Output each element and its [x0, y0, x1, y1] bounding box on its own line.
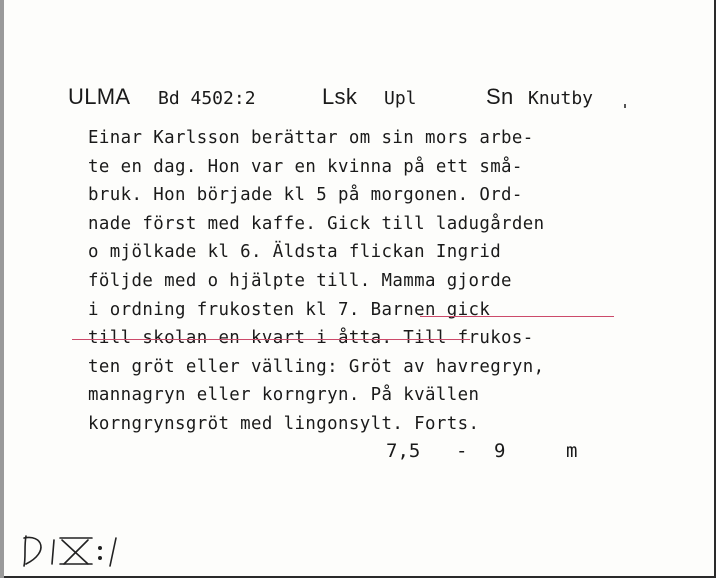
time-dash: - [456, 440, 468, 462]
handwritten-mark [20, 530, 130, 570]
body-line-2: te en dag. Hon var en kvinna på ett små- [88, 156, 523, 177]
ink-speck [624, 104, 626, 108]
body-line-11: korngrynsgröt med lingonsylt. Forts. [88, 413, 480, 434]
card-header [68, 84, 628, 114]
archive-label: ULMA [68, 84, 131, 109]
body-line-1: Einar Karlsson berättar om sin mors arbe- [88, 128, 534, 148]
red-underline-2 [72, 339, 470, 340]
body-line-3: bruk. Hon började kl 5 på morgonen. Ord- [88, 185, 523, 206]
lsk-value: Upl [384, 88, 417, 109]
body-line-10: mannagryn eller korngryn. På kvällen [88, 385, 480, 406]
time-start: 7,5 [386, 440, 421, 462]
body-line-8: till skolan en kvart i åtta. Till frukos- [88, 328, 534, 349]
red-underline-1 [420, 316, 614, 317]
accession-number: Bd 4502:2 [158, 88, 256, 109]
lsk-label: Lsk [322, 84, 358, 109]
body-line-7: i ordning frukosten kl 7. Barnen gick [88, 299, 491, 320]
body-line-9: ten gröt eller välling: Gröt av havregryn, [88, 356, 545, 377]
body-line-5: o mjölkade kl 6. Äldsta flickan Ingrid [88, 242, 502, 263]
time-end: 9 [494, 440, 506, 462]
sn-label: Sn [486, 84, 514, 109]
body-line-6: följde med o hjälpte till. Mamma gjorde [88, 270, 512, 291]
time-unit: m [566, 440, 578, 462]
sn-value: Knutby [528, 88, 594, 109]
card-left-edge [0, 0, 4, 578]
card-body-text [88, 124, 688, 439]
time-range [380, 440, 578, 572]
body-line-4: nade först med kaffe. Gick till ladugården [88, 213, 545, 234]
